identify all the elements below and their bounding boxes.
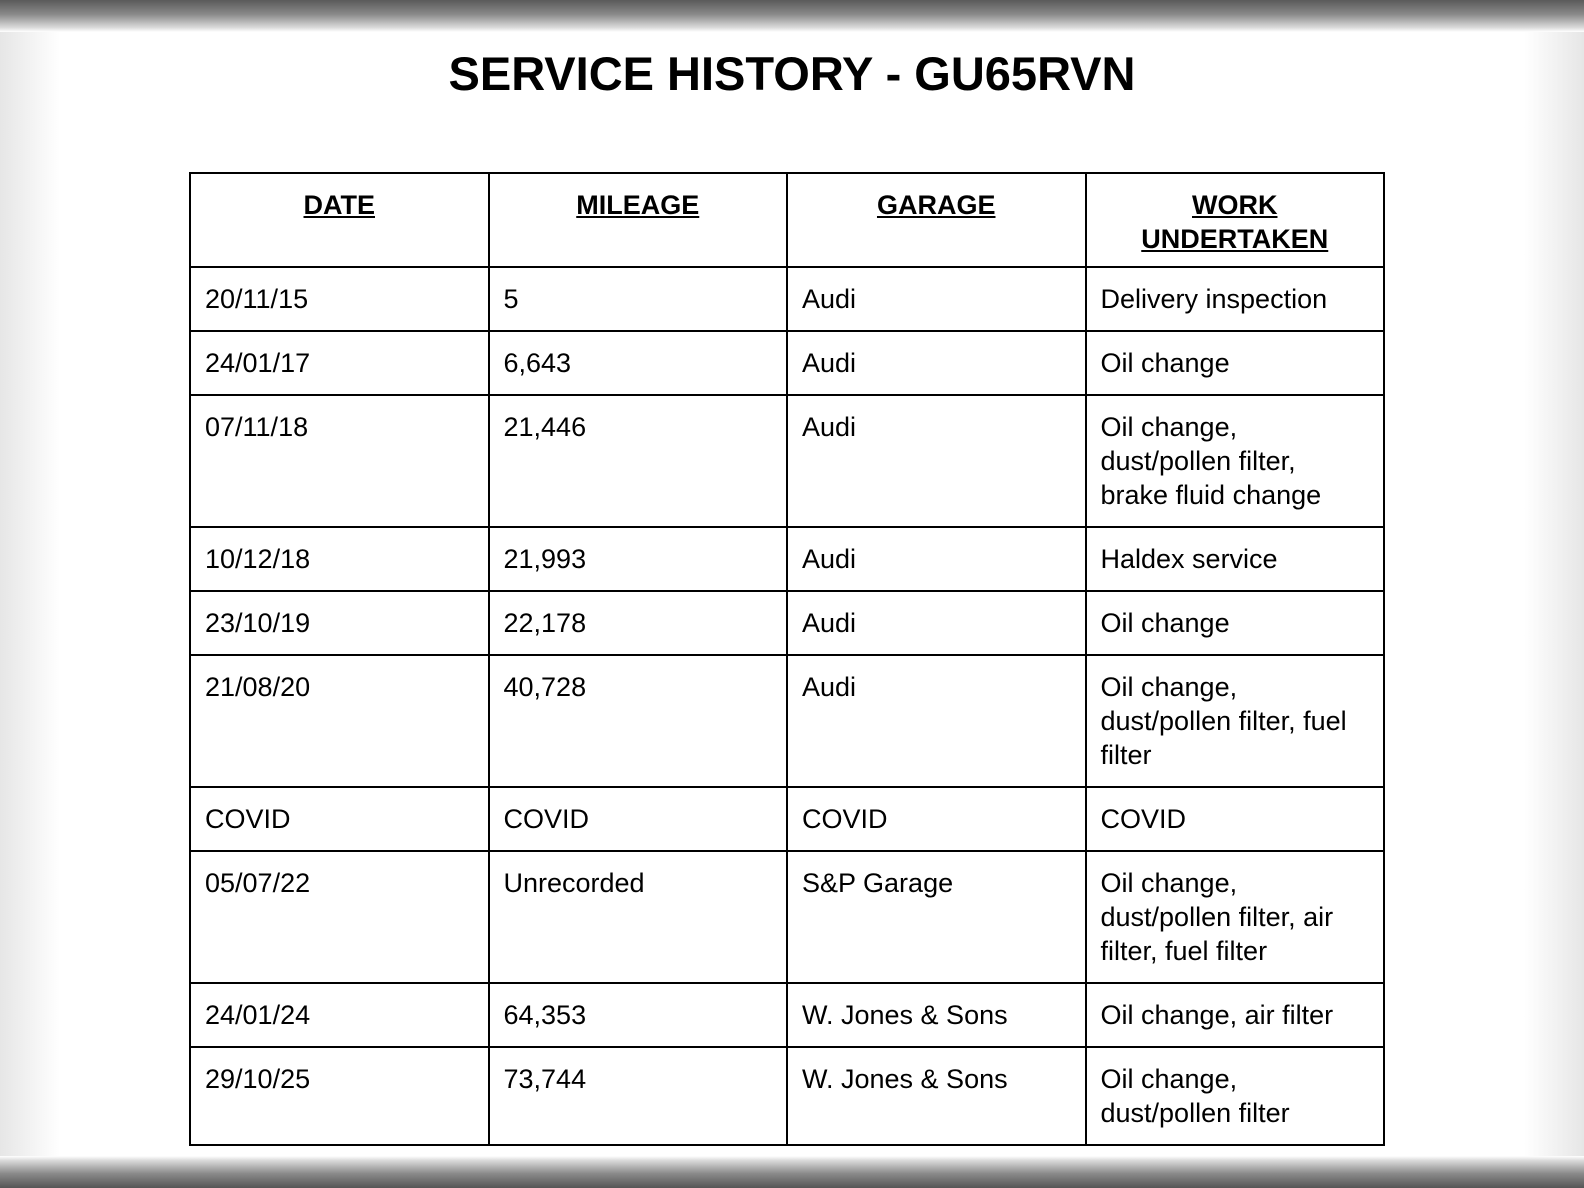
cell-mileage: 40,728 <box>489 655 788 787</box>
cell-date: 29/10/25 <box>190 1047 489 1145</box>
cell-date: 07/11/18 <box>190 395 489 527</box>
cell-date: 24/01/17 <box>190 331 489 395</box>
cell-mileage: 64,353 <box>489 983 788 1047</box>
cell-garage: COVID <box>787 787 1086 851</box>
cell-date: COVID <box>190 787 489 851</box>
bottom-shade-bar <box>0 1156 1584 1188</box>
table-row <box>190 331 1384 395</box>
cell-date: 24/01/24 <box>190 983 489 1047</box>
column-header-date: DATE <box>190 173 489 267</box>
cell-work: COVID <box>1086 787 1385 851</box>
cell-mileage: COVID <box>489 787 788 851</box>
cell-work: Haldex service <box>1086 527 1385 591</box>
cell-mileage: 21,993 <box>489 527 788 591</box>
table-row <box>190 787 1384 851</box>
cell-date: 23/10/19 <box>190 591 489 655</box>
cell-mileage: 6,643 <box>489 331 788 395</box>
cell-date: 05/07/22 <box>190 851 489 983</box>
table-row <box>190 591 1384 655</box>
cell-work: Oil change <box>1086 331 1385 395</box>
table-row <box>190 851 1384 983</box>
page-title: SERVICE HISTORY - GU65RVN <box>448 47 1136 100</box>
top-shade-bar <box>0 0 1584 32</box>
column-header-work-undertaken: WORK UNDERTAKEN <box>1086 173 1385 267</box>
cell-garage: Audi <box>787 591 1086 655</box>
cell-mileage: Unrecorded <box>489 851 788 983</box>
service-history-table <box>189 172 1385 1146</box>
cell-mileage: 73,744 <box>489 1047 788 1145</box>
cell-work: Oil change, dust/pollen filter, brake fluid change <box>1086 395 1385 527</box>
table-row <box>190 395 1384 527</box>
table-row <box>190 983 1384 1047</box>
table-row <box>190 655 1384 787</box>
cell-garage: Audi <box>787 395 1086 527</box>
cell-mileage: 21,446 <box>489 395 788 527</box>
cell-work: Oil change, dust/pollen filter <box>1086 1047 1385 1145</box>
cell-work: Oil change, dust/pollen filter, fuel filter <box>1086 655 1385 787</box>
cell-garage: W. Jones & Sons <box>787 983 1086 1047</box>
cell-garage: Audi <box>787 267 1086 331</box>
table-header-row <box>190 173 1384 267</box>
table-row <box>190 527 1384 591</box>
cell-garage: Audi <box>787 527 1086 591</box>
cell-work: Oil change <box>1086 591 1385 655</box>
cell-garage: S&P Garage <box>787 851 1086 983</box>
cell-garage: Audi <box>787 331 1086 395</box>
table-row <box>190 1047 1384 1145</box>
cell-date: 20/11/15 <box>190 267 489 331</box>
cell-mileage: 22,178 <box>489 591 788 655</box>
cell-work: Oil change, air filter <box>1086 983 1385 1047</box>
column-header-garage: GARAGE <box>787 173 1086 267</box>
cell-mileage: 5 <box>489 267 788 331</box>
cell-garage: Audi <box>787 655 1086 787</box>
cell-garage: W. Jones & Sons <box>787 1047 1086 1145</box>
cell-work: Delivery inspection <box>1086 267 1385 331</box>
column-header-mileage: MILEAGE <box>489 173 788 267</box>
cell-work: Oil change, dust/pollen filter, air filter, fuel filter <box>1086 851 1385 983</box>
right-edge-shade <box>1524 32 1584 1156</box>
table-row <box>190 267 1384 331</box>
left-edge-shade <box>0 32 60 1156</box>
cell-date: 10/12/18 <box>190 527 489 591</box>
cell-date: 21/08/20 <box>190 655 489 787</box>
